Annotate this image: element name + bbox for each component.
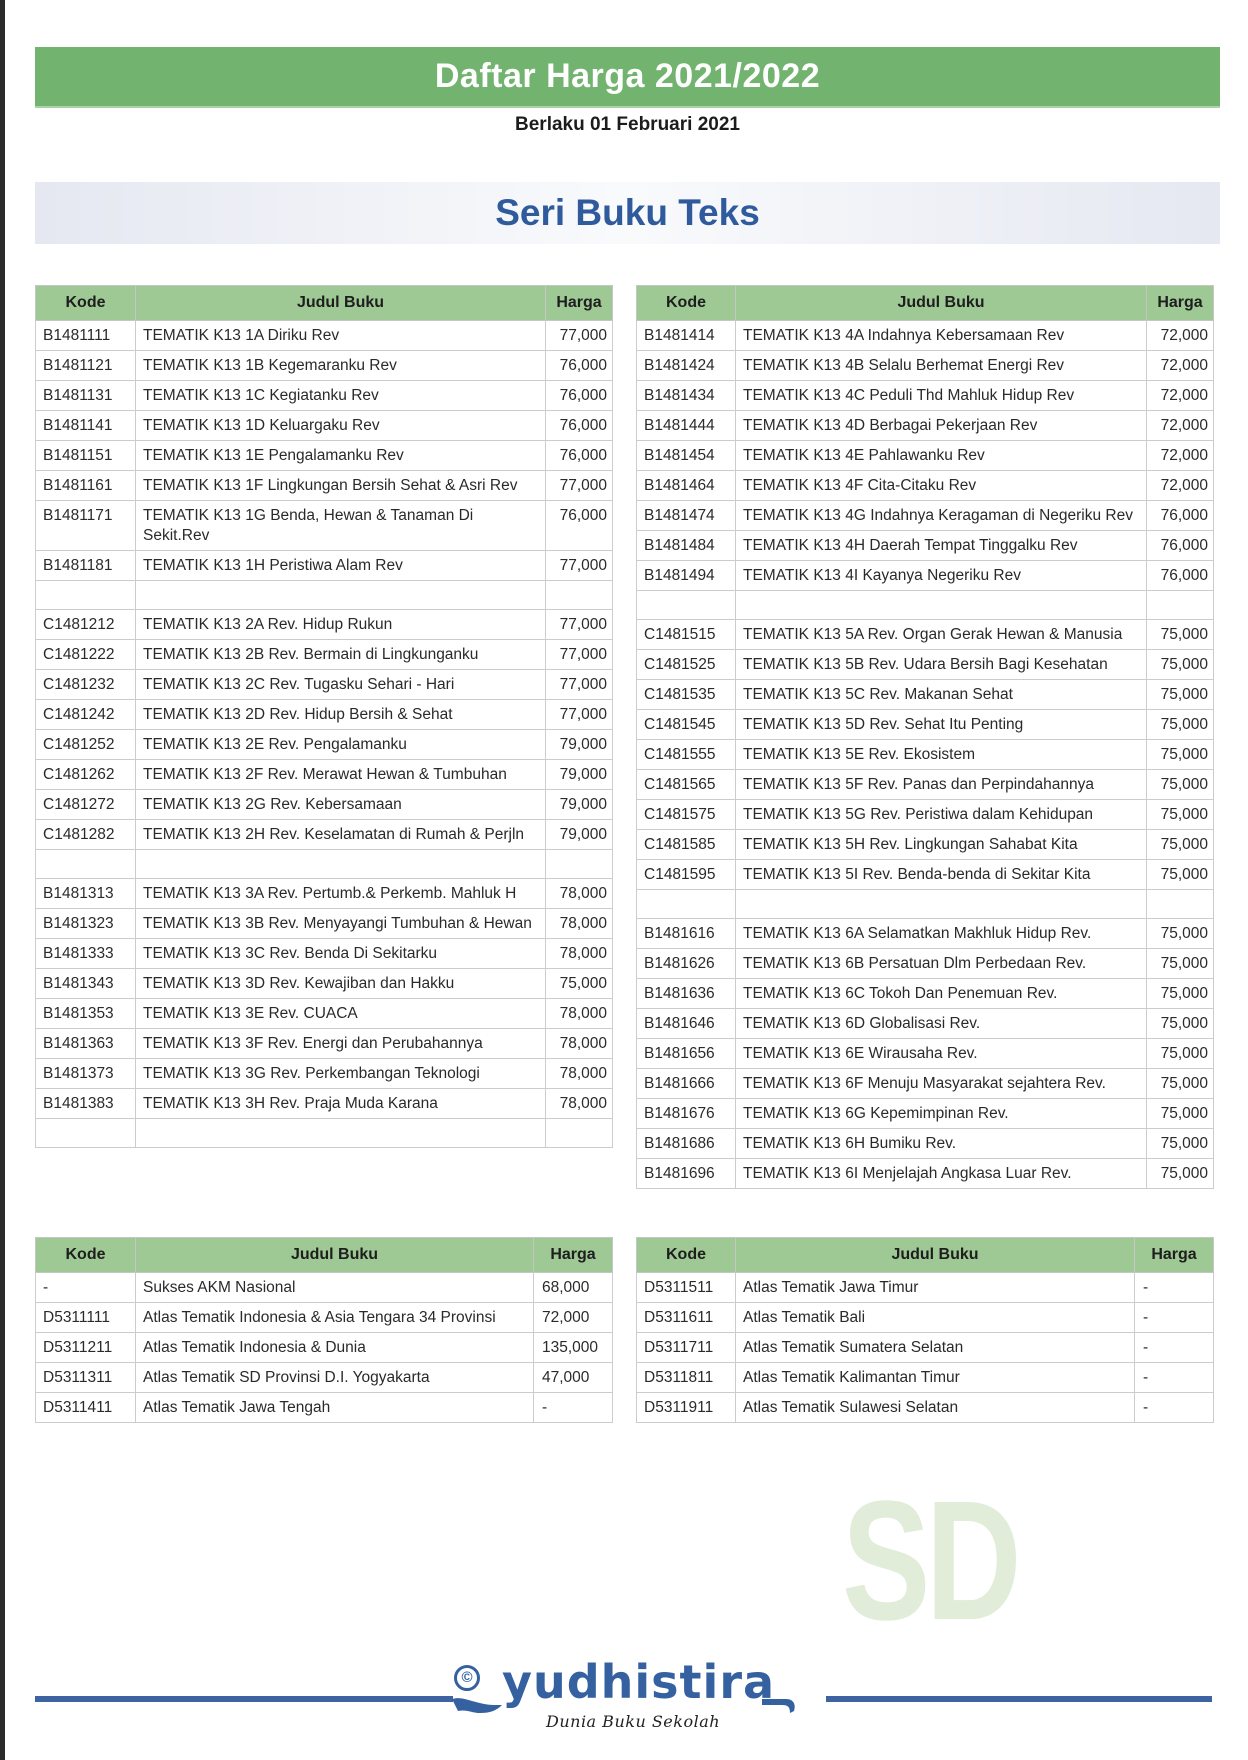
table-row [637, 321, 1214, 351]
cell-judul: TEMATIK K13 4E Pahlawanku Rev [736, 441, 1147, 471]
cell-harga: 77,000 [546, 551, 613, 581]
cell-judul: TEMATIK K13 4F Cita-Citaku Rev [736, 471, 1147, 501]
cell-kode: B1481181 [36, 551, 136, 581]
cell-judul: TEMATIK K13 3B Rev. Menyayangi Tumbuhan & Hewan [136, 909, 546, 939]
cell-kode: B1481454 [637, 441, 736, 471]
table-row [637, 979, 1214, 1009]
cell-kode: C1481212 [36, 610, 136, 640]
cell-kode: B1481424 [637, 351, 736, 381]
brand-tagline: Dunia Buku Sekolah [546, 1712, 721, 1731]
cell-harga: 72,000 [1147, 411, 1214, 441]
table-row [36, 760, 613, 790]
series-title: Seri Buku Teks [495, 192, 760, 233]
cell-judul: TEMATIK K13 5A Rev. Organ Gerak Hewan & Manusia [736, 620, 1147, 650]
cell-harga: 77,000 [546, 471, 613, 501]
cell-kode: B1481363 [36, 1029, 136, 1059]
column-header-judul: Judul Buku [136, 1238, 534, 1273]
cell-harga: 77,000 [546, 700, 613, 730]
table-row [36, 999, 613, 1029]
cell-harga: 78,000 [546, 879, 613, 909]
table-row [637, 800, 1214, 830]
table-row [637, 411, 1214, 441]
cell-kode [637, 591, 736, 620]
cell-kode: B1481626 [637, 949, 736, 979]
cell-kode [36, 581, 136, 610]
cell-judul: Atlas Tematik Sulawesi Selatan [736, 1393, 1135, 1423]
cell-harga: 77,000 [546, 321, 613, 351]
table-row [637, 351, 1214, 381]
table-row [36, 1273, 613, 1303]
cell-kode: D5311111 [36, 1303, 136, 1333]
table-row [637, 949, 1214, 979]
column-header-kode: Kode [637, 286, 736, 321]
cell-judul: TEMATIK K13 2C Rev. Tugasku Sehari - Hari [136, 670, 546, 700]
cell-judul: TEMATIK K13 1E Pengalamanku Rev [136, 441, 546, 471]
cell-kode: B1481616 [637, 919, 736, 949]
cell-harga [546, 581, 613, 610]
table-row [36, 1029, 613, 1059]
cell-judul: TEMATIK K13 6A Selamatkan Makhluk Hidup Rev. [736, 919, 1147, 949]
footer-rule-right [826, 1696, 1212, 1702]
brand-name: yudhistira [502, 1655, 776, 1709]
table-row [637, 1129, 1214, 1159]
table-row [637, 770, 1214, 800]
cell-kode: C1481545 [637, 710, 736, 740]
sd-watermark: SD [842, 1466, 1017, 1656]
cell-kode: C1481565 [637, 770, 736, 800]
table-row [36, 321, 613, 351]
cell-kode: B1481636 [637, 979, 736, 1009]
table-row [637, 1009, 1214, 1039]
cell-kode: C1481535 [637, 680, 736, 710]
cell-judul: TEMATIK K13 5B Rev. Udara Bersih Bagi Kesehatan [736, 650, 1147, 680]
table-row [637, 501, 1214, 531]
copyright-icon: © [454, 1665, 480, 1691]
cell-harga: 75,000 [1147, 949, 1214, 979]
yudhistira-logo [450, 1655, 822, 1745]
cell-harga: 75,000 [1147, 620, 1214, 650]
table-row [36, 1363, 613, 1393]
cell-judul: TEMATIK K13 5F Rev. Panas dan Perpindahannya [736, 770, 1147, 800]
cell-judul: TEMATIK K13 5H Rev. Lingkungan Sahabat Kita [736, 830, 1147, 860]
cell-judul: TEMATIK K13 5D Rev. Sehat Itu Penting [736, 710, 1147, 740]
cell-judul: TEMATIK K13 2D Rev. Hidup Bersih & Sehat [136, 700, 546, 730]
cell-harga: 79,000 [546, 760, 613, 790]
cell-harga: - [1135, 1393, 1214, 1423]
table-row [637, 680, 1214, 710]
cell-kode: B1481373 [36, 1059, 136, 1089]
cell-judul: TEMATIK K13 6B Persatuan Dlm Perbedaan Rev. [736, 949, 1147, 979]
cell-kode: C1481222 [36, 640, 136, 670]
cell-judul: Atlas Tematik Bali [736, 1303, 1135, 1333]
cell-judul: TEMATIK K13 4G Indahnya Keragaman di Negeriku Rev [736, 501, 1147, 531]
cell-judul: TEMATIK K13 4B Selalu Berhemat Energi Rev [736, 351, 1147, 381]
cell-harga: 47,000 [534, 1363, 613, 1393]
cell-kode: C1481232 [36, 670, 136, 700]
cell-harga: 75,000 [1147, 860, 1214, 890]
cell-harga: - [1135, 1333, 1214, 1363]
cell-harga: 77,000 [546, 610, 613, 640]
cell-harga: 79,000 [546, 820, 613, 850]
cell-kode: B1481333 [36, 939, 136, 969]
table-row [637, 919, 1214, 949]
cell-judul: TEMATIK K13 2F Rev. Merawat Hewan & Tumbuhan [136, 760, 546, 790]
cell-judul: TEMATIK K13 2A Rev. Hidup Rukun [136, 610, 546, 640]
table-header-row [36, 1238, 613, 1273]
table-spacer-row [36, 1119, 613, 1148]
cell-judul: TEMATIK K13 6C Tokoh Dan Penemuan Rev. [736, 979, 1147, 1009]
cell-harga: 75,000 [1147, 710, 1214, 740]
cell-judul [736, 890, 1147, 919]
cell-judul [136, 850, 546, 879]
cell-harga: 78,000 [546, 1089, 613, 1119]
table-row [36, 1089, 613, 1119]
cell-judul: TEMATIK K13 1C Kegiatanku Rev [136, 381, 546, 411]
cell-kode: B1481434 [637, 381, 736, 411]
cell-kode: B1481414 [637, 321, 736, 351]
cell-judul: TEMATIK K13 1A Diriku Rev [136, 321, 546, 351]
table-row [36, 411, 613, 441]
cell-harga: 135,000 [534, 1333, 613, 1363]
table-row [36, 1059, 613, 1089]
cell-judul: TEMATIK K13 4I Kayanya Negeriku Rev [736, 561, 1147, 591]
column-header-harga: Harga [534, 1238, 613, 1273]
cell-judul: TEMATIK K13 4H Daerah Tempat Tinggalku Rev [736, 531, 1147, 561]
table-row [36, 730, 613, 760]
price-table-grade-4-6 [636, 285, 1214, 1189]
table-row [36, 820, 613, 850]
price-table-atlas-right [636, 1237, 1214, 1423]
cell-harga: 75,000 [1147, 1129, 1214, 1159]
cell-harga: 76,000 [546, 501, 613, 551]
page-title: Daftar Harga 2021/2022 [434, 57, 821, 95]
cell-judul: TEMATIK K13 4A Indahnya Kebersamaan Rev [736, 321, 1147, 351]
cell-harga: 75,000 [1147, 1099, 1214, 1129]
table-row [36, 610, 613, 640]
cell-kode: B1481323 [36, 909, 136, 939]
cell-kode: B1481161 [36, 471, 136, 501]
cell-harga: 79,000 [546, 730, 613, 760]
cell-harga: 75,000 [1147, 680, 1214, 710]
table-row [36, 351, 613, 381]
cell-harga: 72,000 [1147, 351, 1214, 381]
column-header-harga: Harga [1135, 1238, 1214, 1273]
title-banner [35, 47, 1220, 108]
cell-kode: D5311811 [637, 1363, 736, 1393]
cell-kode: B1481686 [637, 1129, 736, 1159]
table-row [637, 1393, 1214, 1423]
column-header-harga: Harga [1147, 286, 1214, 321]
cell-kode: C1481262 [36, 760, 136, 790]
table-row [36, 790, 613, 820]
cell-judul: TEMATIK K13 6E Wirausaha Rev. [736, 1039, 1147, 1069]
cell-harga: 72,000 [1147, 321, 1214, 351]
page-edge [0, 0, 5, 1760]
cell-kode: B1481383 [36, 1089, 136, 1119]
cell-kode: B1481656 [637, 1039, 736, 1069]
cell-harga: 77,000 [546, 670, 613, 700]
cell-harga: - [534, 1393, 613, 1423]
cell-judul: TEMATIK K13 6I Menjelajah Angkasa Luar Rev. [736, 1159, 1147, 1189]
cell-harga: - [1135, 1363, 1214, 1393]
cell-judul: TEMATIK K13 5E Rev. Ekosistem [736, 740, 1147, 770]
cell-harga: 75,000 [1147, 740, 1214, 770]
cell-judul: Atlas Tematik Indonesia & Asia Tengara 34 Provinsi [136, 1303, 534, 1333]
column-header-harga: Harga [546, 286, 613, 321]
cell-harga: 78,000 [546, 999, 613, 1029]
cell-kode: - [36, 1273, 136, 1303]
column-header-judul: Judul Buku [136, 286, 546, 321]
cell-harga: 75,000 [1147, 1009, 1214, 1039]
cell-kode [637, 890, 736, 919]
cell-kode [36, 850, 136, 879]
table-row [637, 710, 1214, 740]
cell-harga: 78,000 [546, 1059, 613, 1089]
cell-harga: 75,000 [1147, 1039, 1214, 1069]
cell-judul: TEMATIK K13 2B Rev. Bermain di Lingkunganku [136, 640, 546, 670]
cell-judul: TEMATIK K13 2H Rev. Keselamatan di Rumah & Perjln [136, 820, 546, 850]
cell-judul: Atlas Tematik Jawa Tengah [136, 1393, 534, 1423]
cell-harga: 78,000 [546, 1029, 613, 1059]
table-row [36, 381, 613, 411]
cell-harga: 75,000 [1147, 650, 1214, 680]
cell-harga: 75,000 [1147, 830, 1214, 860]
cell-kode: C1481585 [637, 830, 736, 860]
table-row [36, 1333, 613, 1363]
cell-kode: B1481464 [637, 471, 736, 501]
cell-harga: 76,000 [546, 381, 613, 411]
table-row [637, 1303, 1214, 1333]
cell-judul: TEMATIK K13 3E Rev. CUACA [136, 999, 546, 1029]
cell-judul: TEMATIK K13 3A Rev. Pertumb.& Perkemb. Mahluk H [136, 879, 546, 909]
cell-judul: Atlas Tematik Sumatera Selatan [736, 1333, 1135, 1363]
cell-harga: 76,000 [1147, 531, 1214, 561]
cell-judul [136, 581, 546, 610]
table-row [637, 650, 1214, 680]
cell-kode: C1481555 [637, 740, 736, 770]
table-row [36, 551, 613, 581]
table-row [36, 969, 613, 999]
cell-kode: B1481494 [637, 561, 736, 591]
column-header-kode: Kode [36, 286, 136, 321]
cell-harga: 76,000 [546, 351, 613, 381]
cell-judul: TEMATIK K13 4D Berbagai Pekerjaan Rev [736, 411, 1147, 441]
cell-harga: 72,000 [1147, 471, 1214, 501]
cell-kode: C1481242 [36, 700, 136, 730]
cell-judul: TEMATIK K13 6H Bumiku Rev. [736, 1129, 1147, 1159]
table-row [637, 381, 1214, 411]
cell-judul: TEMATIK K13 3D Rev. Kewajiban dan Hakku [136, 969, 546, 999]
cell-kode: B1481111 [36, 321, 136, 351]
table-spacer-row [637, 591, 1214, 620]
cell-kode: D5311611 [637, 1303, 736, 1333]
cell-judul: TEMATIK K13 5G Rev. Peristiwa dalam Kehidupan [736, 800, 1147, 830]
table-row [637, 441, 1214, 471]
cell-kode: B1481646 [637, 1009, 736, 1039]
table-row [36, 939, 613, 969]
cell-judul: Atlas Tematik SD Provinsi D.I. Yogyakarta [136, 1363, 534, 1393]
cell-harga: 75,000 [1147, 979, 1214, 1009]
cell-kode: B1481141 [36, 411, 136, 441]
cell-kode: B1481171 [36, 501, 136, 551]
cell-judul: TEMATIK K13 1G Benda, Hewan & Tanaman Di Sekit.Rev [136, 501, 546, 551]
cell-harga: 75,000 [1147, 1069, 1214, 1099]
table-header-row [637, 286, 1214, 321]
cell-harga: 78,000 [546, 909, 613, 939]
column-header-judul: Judul Buku [736, 1238, 1135, 1273]
cell-harga: 72,000 [1147, 441, 1214, 471]
cell-harga: 75,000 [1147, 800, 1214, 830]
cell-kode: D5311711 [637, 1333, 736, 1363]
cell-kode: B1481484 [637, 531, 736, 561]
cell-judul: TEMATIK K13 2G Rev. Kebersamaan [136, 790, 546, 820]
cell-harga [546, 1119, 613, 1148]
column-header-judul: Judul Buku [736, 286, 1147, 321]
cell-judul: Atlas Tematik Indonesia & Dunia [136, 1333, 534, 1363]
cell-kode: B1481343 [36, 969, 136, 999]
cell-kode: C1481525 [637, 650, 736, 680]
cell-judul: TEMATIK K13 3H Rev. Praja Muda Karana [136, 1089, 546, 1119]
cell-harga [1147, 591, 1214, 620]
table-row [637, 1069, 1214, 1099]
cell-kode: B1481666 [637, 1069, 736, 1099]
cell-judul: Sukses AKM Nasional [136, 1273, 534, 1303]
cell-judul [736, 591, 1147, 620]
table-row [36, 1393, 613, 1423]
cell-kode: B1481151 [36, 441, 136, 471]
column-header-kode: Kode [36, 1238, 136, 1273]
cell-judul: TEMATIK K13 1F Lingkungan Bersih Sehat & Asri Rev [136, 471, 546, 501]
cell-kode: D5311311 [36, 1363, 136, 1393]
price-table-atlas-left [35, 1237, 613, 1423]
cell-harga: - [1135, 1273, 1214, 1303]
table-row [36, 909, 613, 939]
cell-kode: B1481676 [637, 1099, 736, 1129]
cell-kode: B1481353 [36, 999, 136, 1029]
table-header-row [36, 286, 613, 321]
cell-harga: - [1135, 1303, 1214, 1333]
cell-kode: D5311411 [36, 1393, 136, 1423]
cell-judul: TEMATIK K13 1D Keluargaku Rev [136, 411, 546, 441]
price-table-grade-1-3 [35, 285, 613, 1148]
footer-rule-left [35, 1696, 453, 1702]
table-row [36, 441, 613, 471]
cell-harga: 75,000 [1147, 1159, 1214, 1189]
table-row [637, 830, 1214, 860]
cell-judul: TEMATIK K13 3G Rev. Perkembangan Teknologi [136, 1059, 546, 1089]
table-row [36, 501, 613, 551]
cell-judul: TEMATIK K13 3C Rev. Benda Di Sekitarku [136, 939, 546, 969]
cell-kode: D5311211 [36, 1333, 136, 1363]
table-row [637, 860, 1214, 890]
cell-harga: 72,000 [1147, 381, 1214, 411]
cell-harga: 76,000 [546, 441, 613, 471]
column-header-kode: Kode [637, 1238, 736, 1273]
cell-kode: D5311911 [637, 1393, 736, 1423]
table-row [637, 561, 1214, 591]
cell-kode: C1481272 [36, 790, 136, 820]
cell-kode: B1481444 [637, 411, 736, 441]
table-row [36, 1303, 613, 1333]
cell-judul: TEMATIK K13 5C Rev. Makanan Sehat [736, 680, 1147, 710]
table-spacer-row [36, 850, 613, 879]
cell-kode: C1481515 [637, 620, 736, 650]
table-row [637, 1039, 1214, 1069]
table-row [637, 1333, 1214, 1363]
cell-kode: D5311511 [637, 1273, 736, 1303]
cell-harga: 78,000 [546, 939, 613, 969]
table-spacer-row [36, 581, 613, 610]
table-row [36, 670, 613, 700]
cell-judul: TEMATIK K13 1B Kegemaranku Rev [136, 351, 546, 381]
cell-judul: TEMATIK K13 6G Kepemimpinan Rev. [736, 1099, 1147, 1129]
cell-harga: 68,000 [534, 1273, 613, 1303]
cell-harga: 76,000 [1147, 501, 1214, 531]
cell-harga: 72,000 [534, 1303, 613, 1333]
cell-judul: TEMATIK K13 2E Rev. Pengalamanku [136, 730, 546, 760]
cell-harga: 75,000 [546, 969, 613, 999]
cell-kode: B1481313 [36, 879, 136, 909]
cell-kode: C1481595 [637, 860, 736, 890]
cell-judul: Atlas Tematik Jawa Timur [736, 1273, 1135, 1303]
table-row [637, 1099, 1214, 1129]
table-row [36, 700, 613, 730]
table-row [637, 620, 1214, 650]
cell-judul: TEMATIK K13 4C Peduli Thd Mahluk Hidup Rev [736, 381, 1147, 411]
table-row [36, 471, 613, 501]
cell-kode: B1481696 [637, 1159, 736, 1189]
table-row [637, 1273, 1214, 1303]
table-row [637, 1159, 1214, 1189]
cell-harga: 77,000 [546, 640, 613, 670]
cell-judul: TEMATIK K13 1H Peristiwa Alam Rev [136, 551, 546, 581]
table-row [637, 471, 1214, 501]
table-row [36, 879, 613, 909]
cell-kode: C1481282 [36, 820, 136, 850]
cell-harga: 76,000 [546, 411, 613, 441]
cell-kode: B1481474 [637, 501, 736, 531]
series-band [35, 182, 1220, 244]
table-header-row [637, 1238, 1214, 1273]
cell-harga: 75,000 [1147, 770, 1214, 800]
cell-kode [36, 1119, 136, 1148]
cell-kode: C1481252 [36, 730, 136, 760]
cell-kode: C1481575 [637, 800, 736, 830]
table-row [637, 740, 1214, 770]
table-row [36, 640, 613, 670]
cell-judul: TEMATIK K13 6D Globalisasi Rev. [736, 1009, 1147, 1039]
cell-harga: 76,000 [1147, 561, 1214, 591]
table-row [637, 1363, 1214, 1393]
cell-harga: 75,000 [1147, 919, 1214, 949]
table-spacer-row [637, 890, 1214, 919]
cell-kode: B1481121 [36, 351, 136, 381]
cell-harga [546, 850, 613, 879]
table-row [637, 531, 1214, 561]
cell-harga [1147, 890, 1214, 919]
cell-harga: 79,000 [546, 790, 613, 820]
cell-judul: Atlas Tematik Kalimantan Timur [736, 1363, 1135, 1393]
cell-judul: TEMATIK K13 6F Menuju Masyarakat sejahtera Rev. [736, 1069, 1147, 1099]
cell-judul: TEMATIK K13 3F Rev. Energi dan Perubahannya [136, 1029, 546, 1059]
effective-date: Berlaku 01 Februari 2021 [515, 114, 740, 135]
cell-kode: B1481131 [36, 381, 136, 411]
cell-judul: TEMATIK K13 5I Rev. Benda-benda di Sekitar Kita [736, 860, 1147, 890]
cell-judul [136, 1119, 546, 1148]
